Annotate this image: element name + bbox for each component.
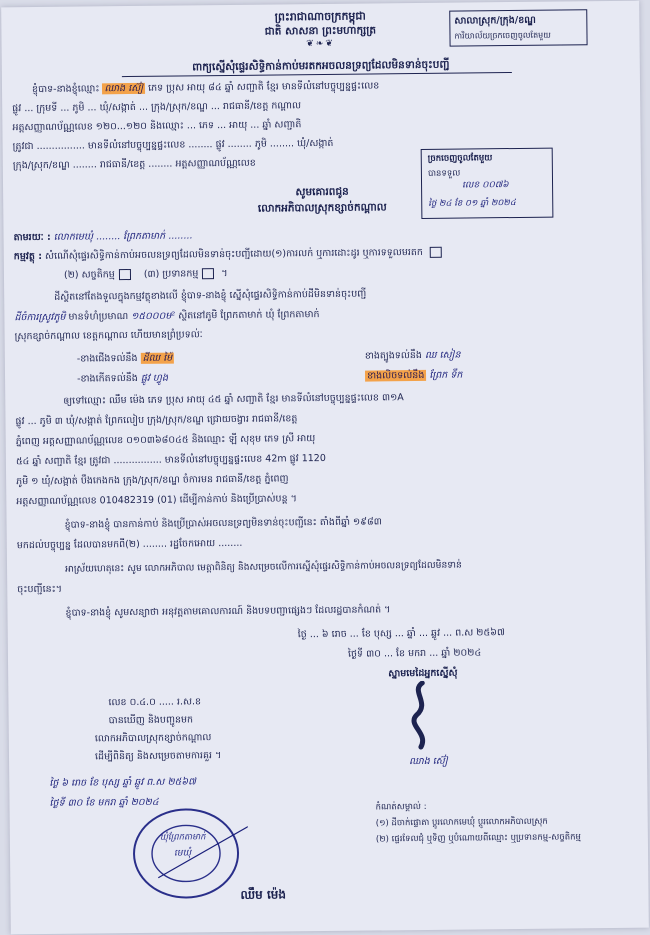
- approval-to: លោកអភិបាលស្រុកខ្សាច់កណ្ដាល: [94, 732, 212, 745]
- body-intro: ដីស្ថិតនៅតែងទួលក្នុងកម្មវត្ថុខាងលើ ខ្ញុំបាទ-នាងខ្ញុំ ស្នើសុំផ្ទេរសិទ្ធិកាន់កាប់ដីមិនទាន់ចុះបញ្ជី: [54, 288, 367, 303]
- buyer-line-6: អត្តសញ្ញាណប័ណ្ណលេខ 010482319 (01) ដើម្បីកាន់កាប់ និងប្រើប្រាស់បន្ត ។: [16, 493, 297, 508]
- applicant-date-lunar: ថ្ងៃ ... ៦ រោច ... ខែ បុស្ស ... ឆ្នាំ ... ឆ្លូវ ... ព.ស ២៥៦៧: [297, 627, 505, 641]
- land-area: ១៥០០០ម²: [131, 310, 176, 323]
- form-title: ពាក្យស្នើសុំផ្ទេរសិទ្ធិកាន់កាប់មរតកអចលនទ្រព្យដែលមិនទាន់ចុះបញ្ជី: [192, 58, 450, 74]
- approval-date-lunar: ថ្ងៃ ៦ រោច ខែ បុស្ស ឆ្នាំ ឆ្លូវ ព.ស ២៥៦៧: [49, 776, 196, 789]
- approval-ref: លេខ ០.៤.០ ..... រ.ស.ខ: [108, 696, 202, 709]
- request-line-2: ចុះបញ្ជីនេះ។: [17, 583, 63, 596]
- history-line-2: មកដល់បច្ចុប្បន្ន ដែលបានមកពី(២) ........ រដ្ឋចែកអោយ ........: [16, 537, 243, 552]
- nation-motto: ជាតិ សាសនា ព្រះមហាក្សត្រ: [264, 24, 377, 38]
- commune-chief-name: ឈឹម ម៉េង: [240, 887, 287, 902]
- request-line-1: អាស្រ័យហេតុនេះ សូម លោកអភិបាល មេត្តាពិនិត្យ និងសម្រេចលើការស្នើសុំផ្ទេរសិទ្ធិកាន់កាប់អចលនទ្រព្យដែលមិនទាន់: [64, 559, 462, 575]
- signer-title: ស្នាមមេដៃអ្នកស្នើសុំ: [388, 667, 458, 680]
- boundary-east: -ខាងកើតទល់នឹង ផ្លូវ ហ្វូង: [77, 372, 169, 385]
- buyer-line-5: ភូមិ ១ ឃុំ/សង្កាត់ បឹងកេងកង ក្រុង/ស្រុក/ខណ្ឌ ចំការមន រាជធានី/ខេត្ត ភ្នំពេញ: [16, 473, 289, 488]
- district-line: ស្រុកខ្សាច់កណ្ដាល ខេត្តកណ្ដាល ហើយមានព្រំប្រទល់ៈ: [14, 329, 203, 343]
- boundary-south: ខាងត្បូងទល់នឹង ឈ សៀន: [364, 349, 461, 362]
- checkbox-inheritance: [430, 247, 442, 258]
- salutation-line-1: សូមគោរពជូន: [295, 185, 349, 199]
- motto-ornament-icon: ❦❧❦: [306, 38, 335, 50]
- checkbox-settlement: [119, 269, 131, 280]
- applicant-line-3: អត្តសញ្ញាណប័ណ្ណលេខ ១២០...១២០ និងឈ្មោះ ... ភេទ ... អាយុ ... ឆ្នាំ សញ្ជាតិ: [12, 119, 302, 134]
- approval-date-solar: ថ្ងៃទី ៣០ ខែ មករា ឆ្នាំ ២០២៤: [49, 796, 159, 809]
- buyer-line-2: ផ្លូវ ... ភូមិ ៣ ឃុំ/សង្កាត់ ព្រែកលៀប ក្រុង/ស្រុក/ខណ្ឌ ជ្រោយចង្វារ រាជធានី/ខេត្ត: [15, 413, 298, 428]
- note-1: (១) ដីចាក់ផ្ទោតា ប្តូរលោកមេឃុំ ប្តូរលោកអភិបាលស្រុក: [375, 816, 548, 829]
- note-2: (២) ផ្ទេរទែលជុំ ឬទិញ ឬបំណោយពីឈ្មោះ ឬប្រទានកម្ម-សច្ចតិកម្ម: [375, 832, 581, 845]
- buyer-line-4: ៥៤ ឆ្នាំ សញ្ជាតិ ខ្មែរ ត្រូវជា ................ មានទីលំនៅបច្ចុប្បន្នផ្ទះលេខ 42m ផ្លូវ 1120: [15, 452, 326, 468]
- history-line-1: ខ្ញុំបាទ-នាងខ្ញុំ បានកាន់កាប់ និងប្រើប្រាស់អចលនទ្រព្យមិនទាន់ចុះបញ្ជីនេះ តាំងពីឆ្នាំ ១៩៨៣: [64, 516, 382, 531]
- kingdom-title: ព្រះរាជាណាចក្រកម្ពុជា: [274, 9, 366, 24]
- thumbprint-mark: [400, 681, 441, 753]
- buyer-line-1: ឲ្យទៅឈ្មោះ ឈឹម ម៉េង ភេទ ប្រុស អាយុ ៤៥ ឆ្នាំ សញ្ជាតិ ខ្មែរ មានទីលំនៅបច្ចុប្បន្នផ្ទះលេខ ៣១A: [63, 392, 404, 407]
- applicant-date-solar: ថ្ងៃទី ៣០ ... ខែ មករា ... ឆ្នាំ ២០២៤: [347, 647, 482, 660]
- subject-line: កម្មវត្ថុ : សំណើសុំផ្ទេរសិទ្ធិកាន់កាប់អចលនទ្រព្យដែលមិនទាន់ចុះបញ្ជីដោយ(១)ការលក់ ឬការដោះដូរ ឬការទទួលមរតក: [14, 246, 446, 264]
- land-line: ដីចំការស្រូវភូមិ មានទំហំប្រមាណ ១៥០០០ម² ស្ថិតនៅភូមិ ព្រែកតាមាក់ ឃុំ ព្រែកតាមាក់: [14, 309, 320, 324]
- checkbox-donation: [202, 268, 214, 279]
- seal-text: ឃុំព្រែកតាមាក់: [159, 832, 206, 843]
- approval-purpose: ដើម្បីពិនិត្យ និងសម្រេចតាមការគួរ ។: [94, 750, 222, 763]
- seal-center: មេឃុំ: [173, 848, 192, 859]
- applicant-name: ឈាង ស៊ៀ: [104, 82, 144, 95]
- applicant-line-2: ផ្លូវ ... ក្រុមទី ... ភូមិ ... ឃុំ/សង្កាត់ ... ក្រុង/ស្រុក/ខណ្ឌ ... រាជធានី/ខេត្ត កណ្ដាល: [12, 100, 302, 115]
- subject-options: (២) សច្ចតិកម្ម (៣) ប្រទានកម្ម ។: [63, 268, 228, 281]
- applicant-line-4: ត្រូវជា ................ មានទីលំនៅបច្ចុប្បន្នផ្ទះលេខ ........ ផ្លូវ ........ ភូមិ ........ ឃុំ/សង្កាត់: [12, 137, 334, 153]
- signer-name: ឈាង ស៊ៀ: [409, 755, 448, 768]
- boundary-north: -ខាងជើងទល់នឹង ដីឈ ម៉ៃ: [76, 352, 173, 365]
- applicant-line-1: ខ្ញុំបាទ-នាងខ្ញុំឈ្មោះ ឈាង ស៊ៀ ភេទ ប្រុស អាយុ ៨៤ ឆ្នាំ សញ្ជាតិ ខ្មែរ មានទីលំនៅបច្ចុប្បន្នផ្ទះលេខ: [31, 80, 380, 96]
- salutation-line-2: លោកអភិបាលស្រុកខ្សាច់កណ្ដាល: [257, 201, 387, 215]
- office-stamp: សាលាស្រុក/ក្រុង/ខណ្ឌ ការិយាល័យច្រកចេញចូលតែមួយ: [449, 9, 587, 46]
- form-document: [1, 1, 649, 935]
- boundary-west: ខាងលិចទល់នឹង ព្រែក ទឹក: [366, 369, 463, 382]
- via-line: តាមរយៈ : លោកមេឃុំ ........ ព្រែកតាមាក់ ........: [13, 230, 193, 244]
- approval-seen: បានឃើញ និងបញ្ជូនមក: [108, 714, 194, 727]
- buyer-line-3: ភ្នំពេញ អត្តសញ្ញាណប័ណ្ណលេខ ០១០៣៦៨០៤៥ និងឈ្មោះ ឡី សុខុម ភេទ ស្រី អាយុ: [15, 433, 316, 448]
- assurance-line: ខ្ញុំបាទ-នាងខ្ញុំ សូមសន្យាថា អនុវត្តតាមគោលការណ៍ និងបទបញ្ជាផ្សេងៗ ដែលរដ្ឋបានកំណត់ ។: [65, 604, 391, 619]
- applicant-line-5: ក្រុង/ស្រុក/ខណ្ឌ ........ រាជធានី/ខេត្ត ........ អត្តសញ្ញាណប័ណ្ណលេខ: [12, 157, 256, 172]
- received-stamp: ច្រកចេញចូលតែមួយ បានទទួល លេខ ០០៧៦ ថ្ងៃ ២៤ ខែ ០១ ឆ្នាំ ២០២៤: [421, 148, 554, 219]
- notes-title: កំណត់សម្គាល់ :: [375, 801, 427, 813]
